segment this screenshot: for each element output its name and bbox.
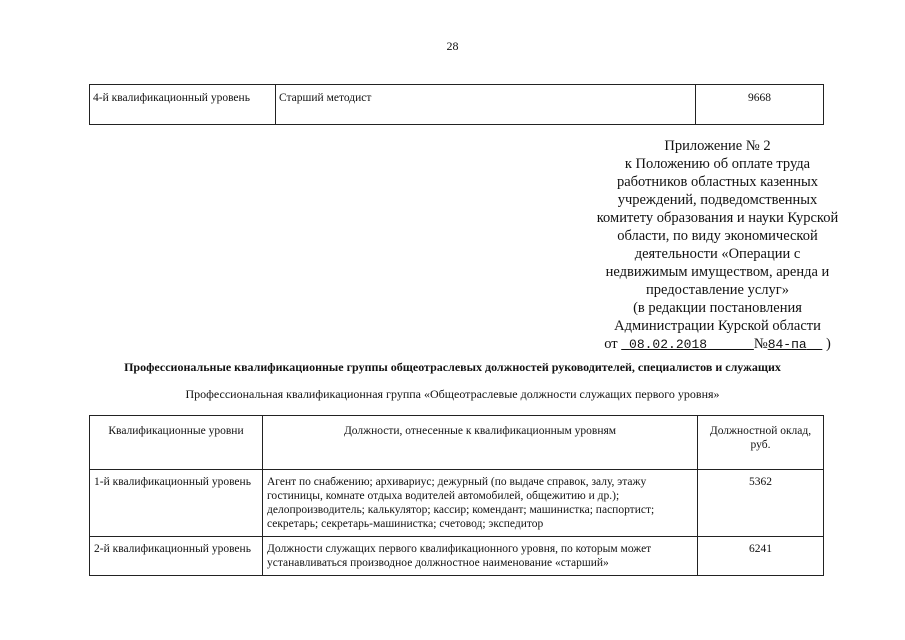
appendix-line: Администрации Курской области — [614, 318, 821, 334]
appendix-line: (в редакции постановления — [633, 300, 802, 316]
header-cell: Квалификационные уровни — [90, 416, 263, 470]
qualification-table — [89, 415, 824, 576]
resolution-date-line — [585, 335, 850, 354]
appendix-line: комитету образования и науки Курской — [596, 210, 839, 226]
section-heading: Профессиональные квалификационные группы общеотраслевых должностей руководителей, специалистов и служащих — [124, 360, 781, 374]
continuation-table — [89, 84, 824, 125]
closing-paren: ) — [825, 336, 831, 352]
appendix-line: учреждений, подведомственных — [617, 192, 818, 208]
page-number: 28 — [446, 39, 459, 53]
positions-cell: Должности служащих первого квалификационного уровня, по которым может устанавливаться производное должностное наименование «старший» — [263, 537, 698, 576]
appendix-line: недвижимым имуществом, аренда и — [605, 264, 830, 280]
appendix-line: Приложение № 2 — [664, 138, 771, 154]
qualification-level-cell: 4-й квалификационный уровень — [90, 85, 276, 125]
salary-cell: 6241 — [698, 537, 824, 576]
resolution-date: 08.02.2018 — [629, 337, 708, 352]
positions-cell: Агент по снабжению; архивариус; дежурный (по выдаче справок, залу, этажу гостиницы, комнате отдыха водителей автомобилей, общежитию и др.); делопроизводитель; калькулятор; кассир; комендант; машинистка; паспортист; секретарь; секретарь-машинистка; счетовод; экспедитор — [263, 470, 698, 537]
appendix-line: предоставление услуг» — [646, 282, 789, 298]
number-prefix: № — [753, 336, 768, 352]
qualification-level-cell: 2-й квалификационный уровень — [90, 537, 263, 576]
appendix-line: области, по виду экономической — [617, 228, 818, 244]
resolution-number: 84-па — [767, 337, 807, 352]
table-row — [90, 537, 824, 576]
table-header-row — [90, 416, 824, 470]
header-cell: Должностной оклад, руб. — [698, 416, 824, 470]
appendix-line: к Положению об оплате труда — [624, 156, 811, 172]
appendix-line: деятельности «Операции с — [634, 246, 801, 262]
header-cell: Должности, отнесенные к квалификационным уровням — [263, 416, 698, 470]
table-row — [90, 470, 824, 537]
salary-cell: 5362 — [698, 470, 824, 537]
qualification-level-cell: 1-й квалификационный уровень — [90, 470, 263, 537]
position-cell: Старший методист — [276, 85, 696, 125]
appendix-line: работников областных казенных — [616, 174, 819, 190]
date-prefix: от — [604, 336, 618, 352]
table-row — [90, 85, 824, 125]
section-subheading: Профессиональная квалификационная группа «Общеотраслевые должности служащих первого уровня» — [185, 387, 720, 401]
appendix-block — [585, 137, 850, 354]
salary-cell: 9668 — [696, 85, 824, 125]
